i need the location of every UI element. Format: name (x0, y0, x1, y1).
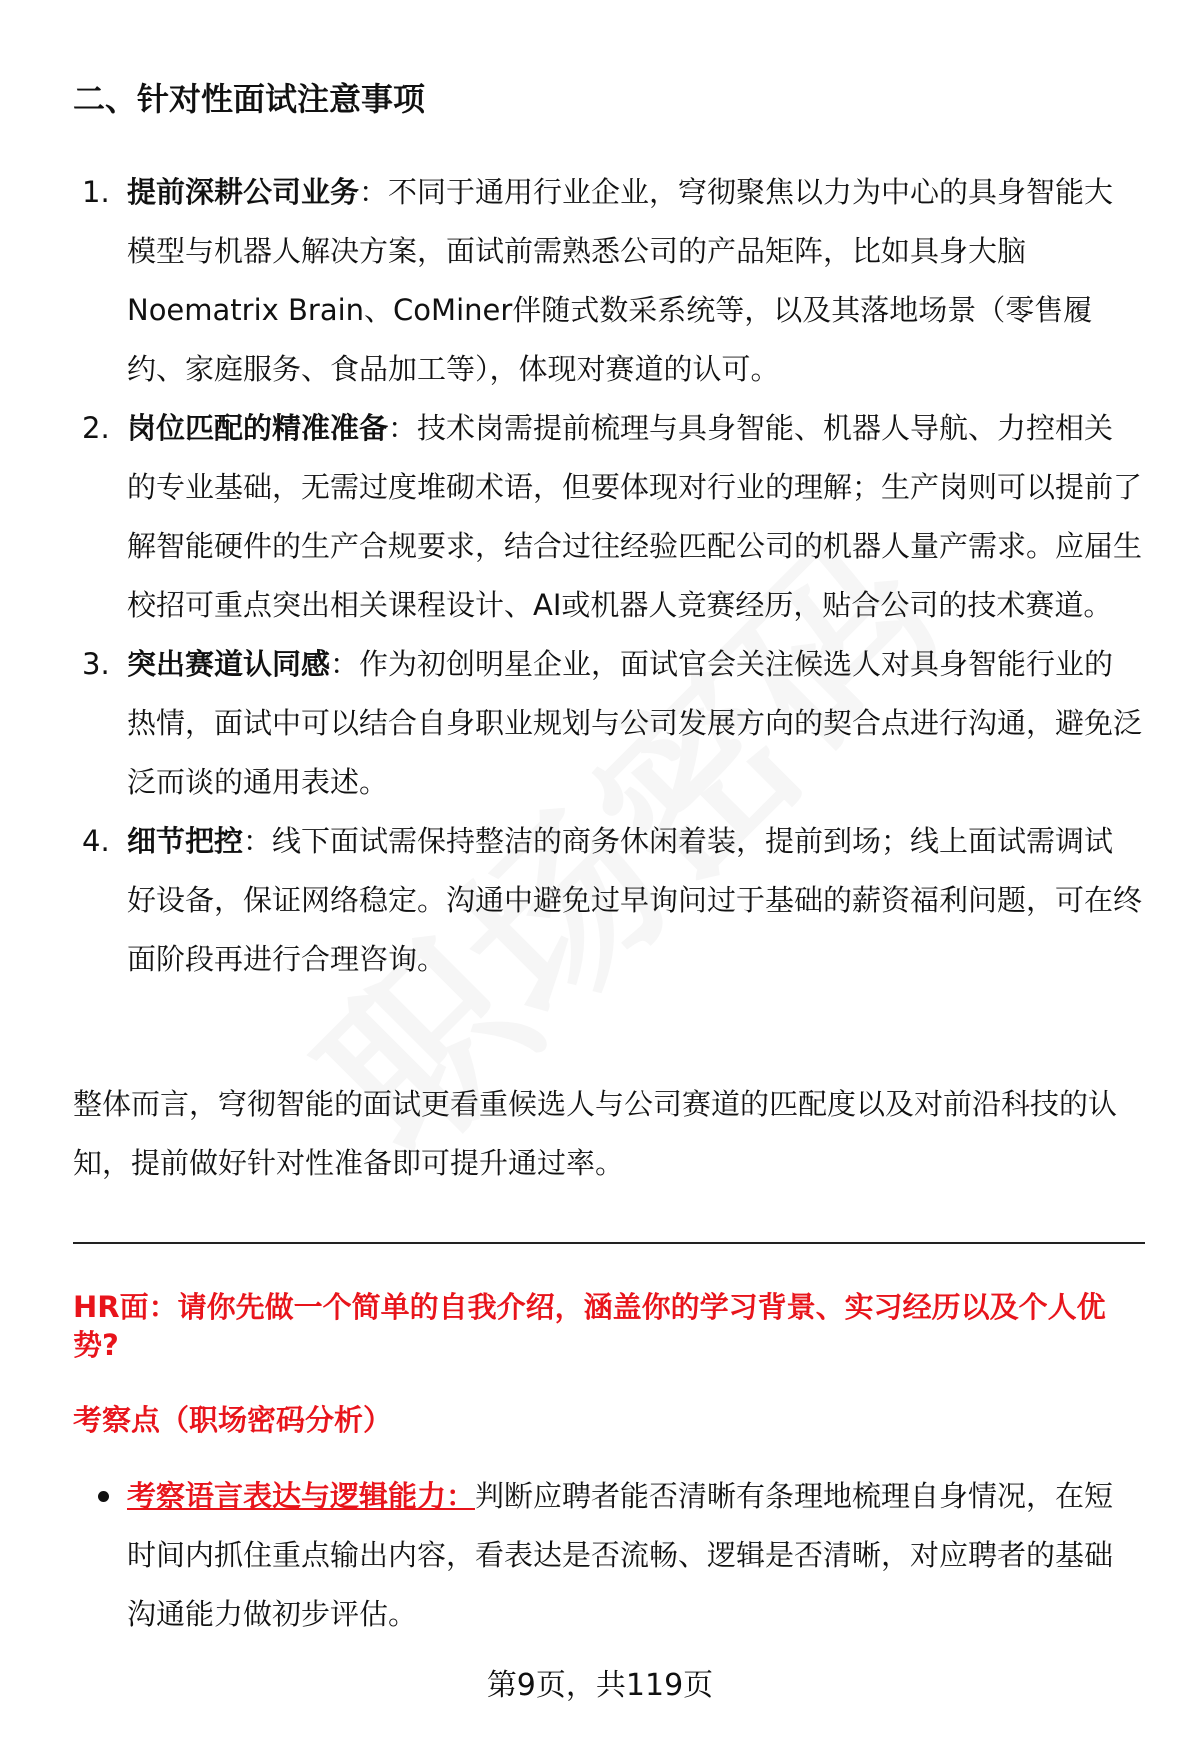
list-item (82, 163, 1142, 399)
analysis-title: 考察点（职场密码分析） (73, 1403, 393, 1437)
item-text: 作为初创明星企业，面试官会关注候选人对具身智能行业的热情，面试中可以结合自身职业规划与公司发展方向的契合点进行沟通，避免泛泛而谈的通用表述。 (127, 647, 1143, 799)
item-number: 2. (82, 411, 110, 445)
bullet-item (127, 1467, 1132, 1644)
bullet-text: 判断应聘者能否清晰有条理地梳理自身情况，在短时间内抓住重点输出内容，看表达是否流畅、逻辑是否清晰，对应聘者的基础沟通能力做初步评估。 (127, 1479, 1114, 1631)
page-number: 第9页，共119页 (486, 1668, 714, 1703)
item-separator: ： (243, 824, 273, 858)
list-item (82, 635, 1142, 812)
list-item (82, 399, 1142, 635)
item-text: 技术岗需提前梳理与具身智能、机器人导航、力控相关的专业基础，无需过度堆砌术语，但要体现对行业的理解；生产岗则可以提前了解智能硬件的生产合规要求，结合过往经验匹配公司的机器人量产需求。应届生校招可重点突出相关课程设计、AI或机器人竞赛经历，贴合公司的技术赛道。 (127, 411, 1143, 622)
section-heading: 二、针对性面试注意事项 (73, 80, 426, 118)
item-text: 线下面试需保持整洁的商务休闲着装，提前到场；线上面试需调试好设备，保证网络稳定。沟通中避免过早询问过于基础的薪资福利问题，可在终面阶段再进行合理咨询。 (127, 824, 1143, 976)
item-number: 4. (82, 824, 110, 858)
item-title: 突出赛道认同感 (127, 647, 331, 681)
bullet-title: 考察语言表达与逻辑能力： (127, 1479, 476, 1513)
item-title: 岗位匹配的精准准备 (127, 411, 389, 445)
item-separator: ： (359, 175, 389, 209)
divider (73, 1242, 1145, 1244)
hr-question: HR面：请你先做一个简单的自我介绍，涵盖你的学习背景、实习经历以及个人优势? (73, 1290, 1106, 1362)
item-separator: ： (330, 647, 360, 681)
tips-list (82, 163, 1142, 989)
item-title: 细节把控 (127, 824, 244, 858)
list-item (82, 812, 1142, 989)
summary-paragraph: 整体而言，穹彻智能的面试更看重候选人与公司赛道的匹配度以及对前沿科技的认知，提前做好针对性准备即可提升通过率。 (73, 1087, 1118, 1180)
item-number: 1. (82, 175, 110, 209)
bullet-dot-icon (98, 1491, 109, 1502)
item-number: 3. (82, 647, 110, 681)
item-text: 不同于通用行业企业，穹彻聚焦以力为中心的具身智能大模型与机器人解决方案，面试前需熟悉公司的产品矩阵，比如具身大脑Noematrix Brain、CoMiner伴随式数采系统等，以及其落地场景（零售履约、家庭服务、食品加工等），体现对赛道的认可。 (127, 175, 1114, 386)
item-separator: ： (388, 411, 418, 445)
item-title: 提前深耕公司业务 (127, 175, 360, 209)
